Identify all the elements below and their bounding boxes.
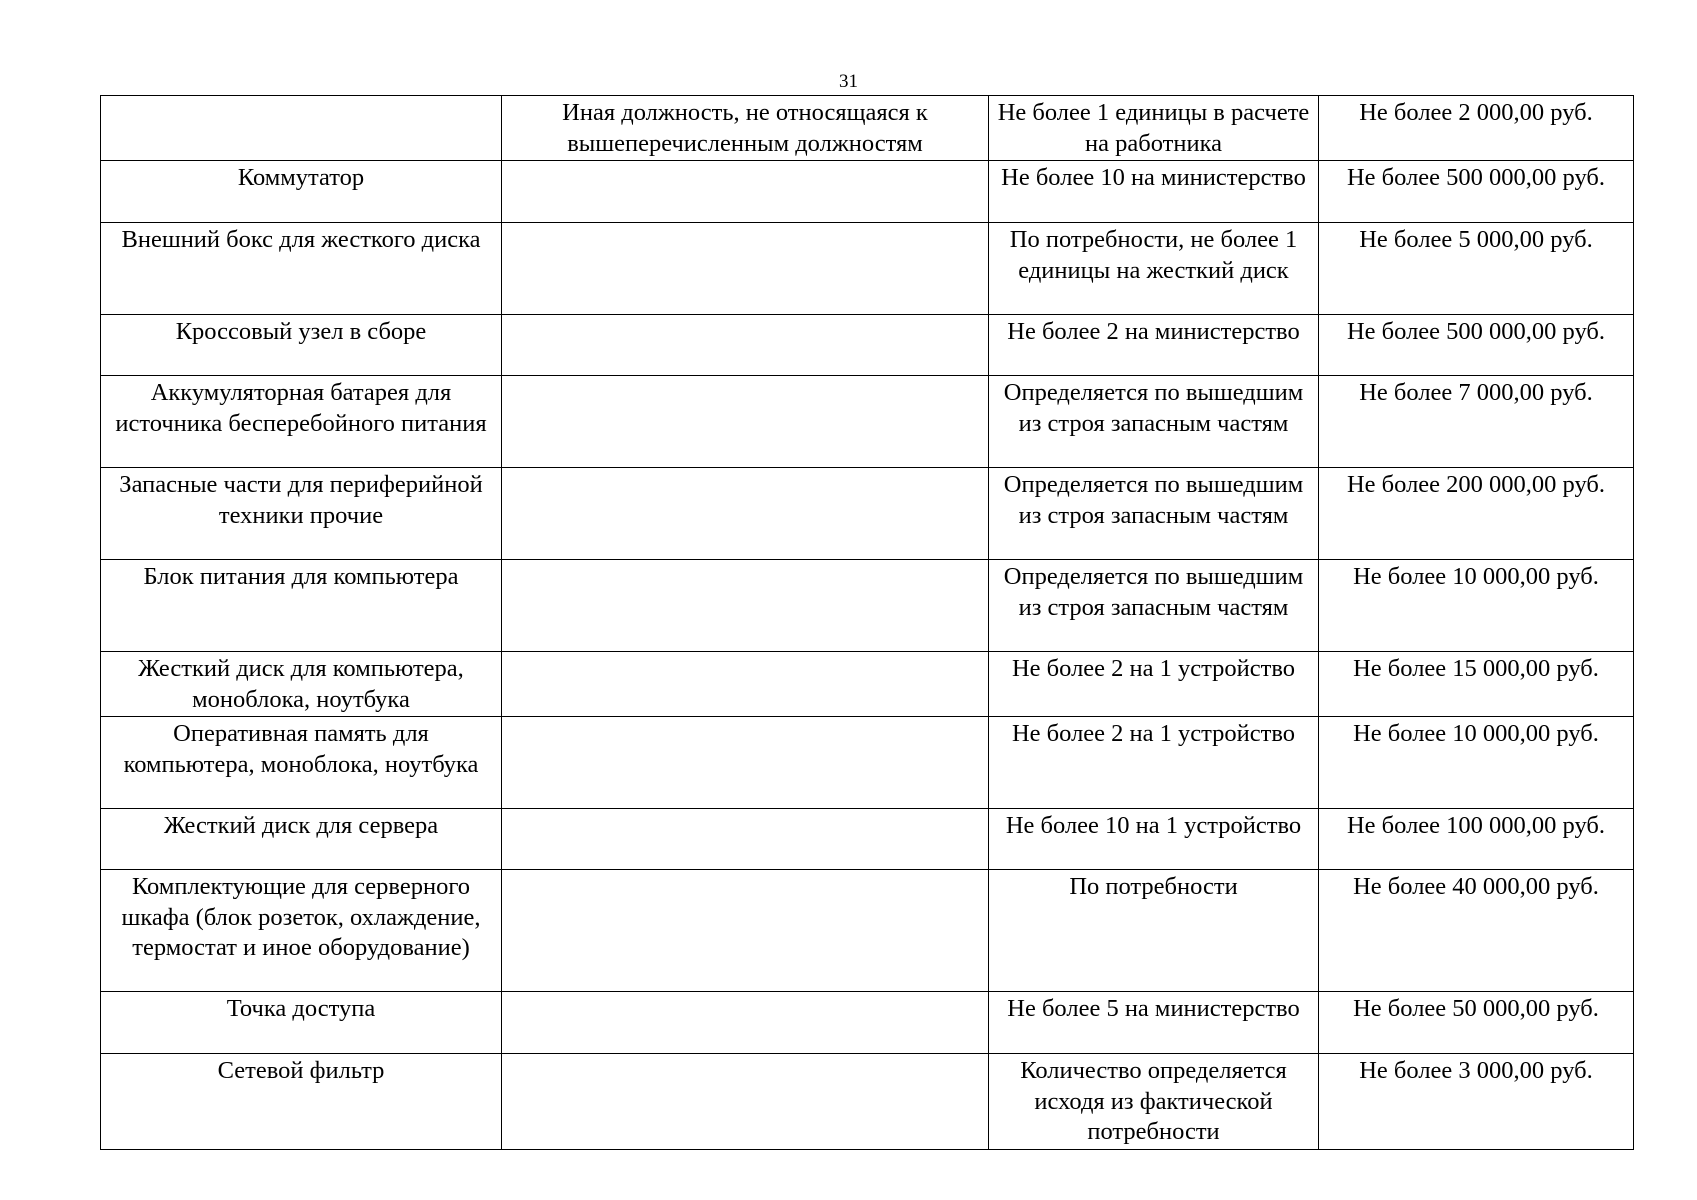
quantity-norm-cell: Определяется по вышедшим из строя запасным частям	[989, 560, 1319, 652]
position-cell	[502, 717, 989, 809]
item-name-cell: Запасные части для периферийной техники прочие	[101, 468, 502, 560]
position-cell	[502, 809, 989, 870]
position-cell	[502, 161, 989, 223]
item-name-cell: Комплектующие для серверного шкафа (блок розеток, охлаждение, термостат и иное оборудование)	[101, 870, 502, 992]
item-name-cell: Сетевой фильтр	[101, 1054, 502, 1150]
price-limit-cell: Не более 5 000,00 руб.	[1319, 223, 1634, 315]
item-name-cell: Аккумуляторная батарея для источника бесперебойного питания	[101, 376, 502, 468]
table-row	[101, 652, 1634, 717]
quantity-norm-cell: Не более 10 на 1 устройство	[989, 809, 1319, 870]
position-cell	[502, 992, 989, 1054]
position-cell	[502, 376, 989, 468]
item-name-cell: Внешний бокс для жесткого диска	[101, 223, 502, 315]
price-limit-cell: Не более 10 000,00 руб.	[1319, 717, 1634, 809]
table-row	[101, 376, 1634, 468]
price-limit-cell: Не более 2 000,00 руб.	[1319, 96, 1634, 161]
quantity-norm-cell: Количество определяется исходя из фактической потребности	[989, 1054, 1319, 1150]
item-name-cell: Жесткий диск для компьютера, моноблока, ноутбука	[101, 652, 502, 717]
price-limit-cell: Не более 15 000,00 руб.	[1319, 652, 1634, 717]
price-limit-cell: Не более 100 000,00 руб.	[1319, 809, 1634, 870]
table-row	[101, 1054, 1634, 1150]
position-cell	[502, 223, 989, 315]
table-row	[101, 315, 1634, 376]
quantity-norm-cell: Не более 2 на 1 устройство	[989, 652, 1319, 717]
norms-table	[100, 95, 1634, 1150]
quantity-norm-cell: По потребности	[989, 870, 1319, 992]
table-row	[101, 809, 1634, 870]
quantity-norm-cell: По потребности, не более 1 единицы на жесткий диск	[989, 223, 1319, 315]
position-cell	[502, 468, 989, 560]
item-name-cell: Коммутатор	[101, 161, 502, 223]
item-name-cell: Кроссовый узел в сборе	[101, 315, 502, 376]
quantity-norm-cell: Не более 2 на министерство	[989, 315, 1319, 376]
table-row	[101, 161, 1634, 223]
position-cell	[502, 315, 989, 376]
quantity-norm-cell: Не более 1 единицы в расчете на работника	[989, 96, 1319, 161]
table-row	[101, 560, 1634, 652]
position-cell: Иная должность, не относящаяся к вышеперечисленным должностям	[502, 96, 989, 161]
page-number: 31	[839, 71, 858, 92]
item-name-cell: Точка доступа	[101, 992, 502, 1054]
item-name-cell: Оперативная память для компьютера, моноблока, ноутбука	[101, 717, 502, 809]
position-cell	[502, 652, 989, 717]
quantity-norm-cell: Не более 10 на министерство	[989, 161, 1319, 223]
item-name-cell: Жесткий диск для сервера	[101, 809, 502, 870]
price-limit-cell: Не более 3 000,00 руб.	[1319, 1054, 1634, 1150]
position-cell	[502, 1054, 989, 1150]
norms-table-body	[101, 96, 1634, 1150]
quantity-norm-cell: Определяется по вышедшим из строя запасным частям	[989, 468, 1319, 560]
table-row	[101, 96, 1634, 161]
table-row	[101, 223, 1634, 315]
price-limit-cell: Не более 500 000,00 руб.	[1319, 315, 1634, 376]
table-row	[101, 468, 1634, 560]
price-limit-cell: Не более 50 000,00 руб.	[1319, 992, 1634, 1054]
table-row	[101, 992, 1634, 1054]
quantity-norm-cell: Не более 2 на 1 устройство	[989, 717, 1319, 809]
price-limit-cell: Не более 10 000,00 руб.	[1319, 560, 1634, 652]
position-cell	[502, 560, 989, 652]
quantity-norm-cell: Определяется по вышедшим из строя запасным частям	[989, 376, 1319, 468]
item-name-cell	[101, 96, 502, 161]
price-limit-cell: Не более 40 000,00 руб.	[1319, 870, 1634, 992]
position-cell	[502, 870, 989, 992]
table-row	[101, 717, 1634, 809]
price-limit-cell: Не более 200 000,00 руб.	[1319, 468, 1634, 560]
price-limit-cell: Не более 7 000,00 руб.	[1319, 376, 1634, 468]
quantity-norm-cell: Не более 5 на министерство	[989, 992, 1319, 1054]
price-limit-cell: Не более 500 000,00 руб.	[1319, 161, 1634, 223]
item-name-cell: Блок питания для компьютера	[101, 560, 502, 652]
table-row	[101, 870, 1634, 992]
